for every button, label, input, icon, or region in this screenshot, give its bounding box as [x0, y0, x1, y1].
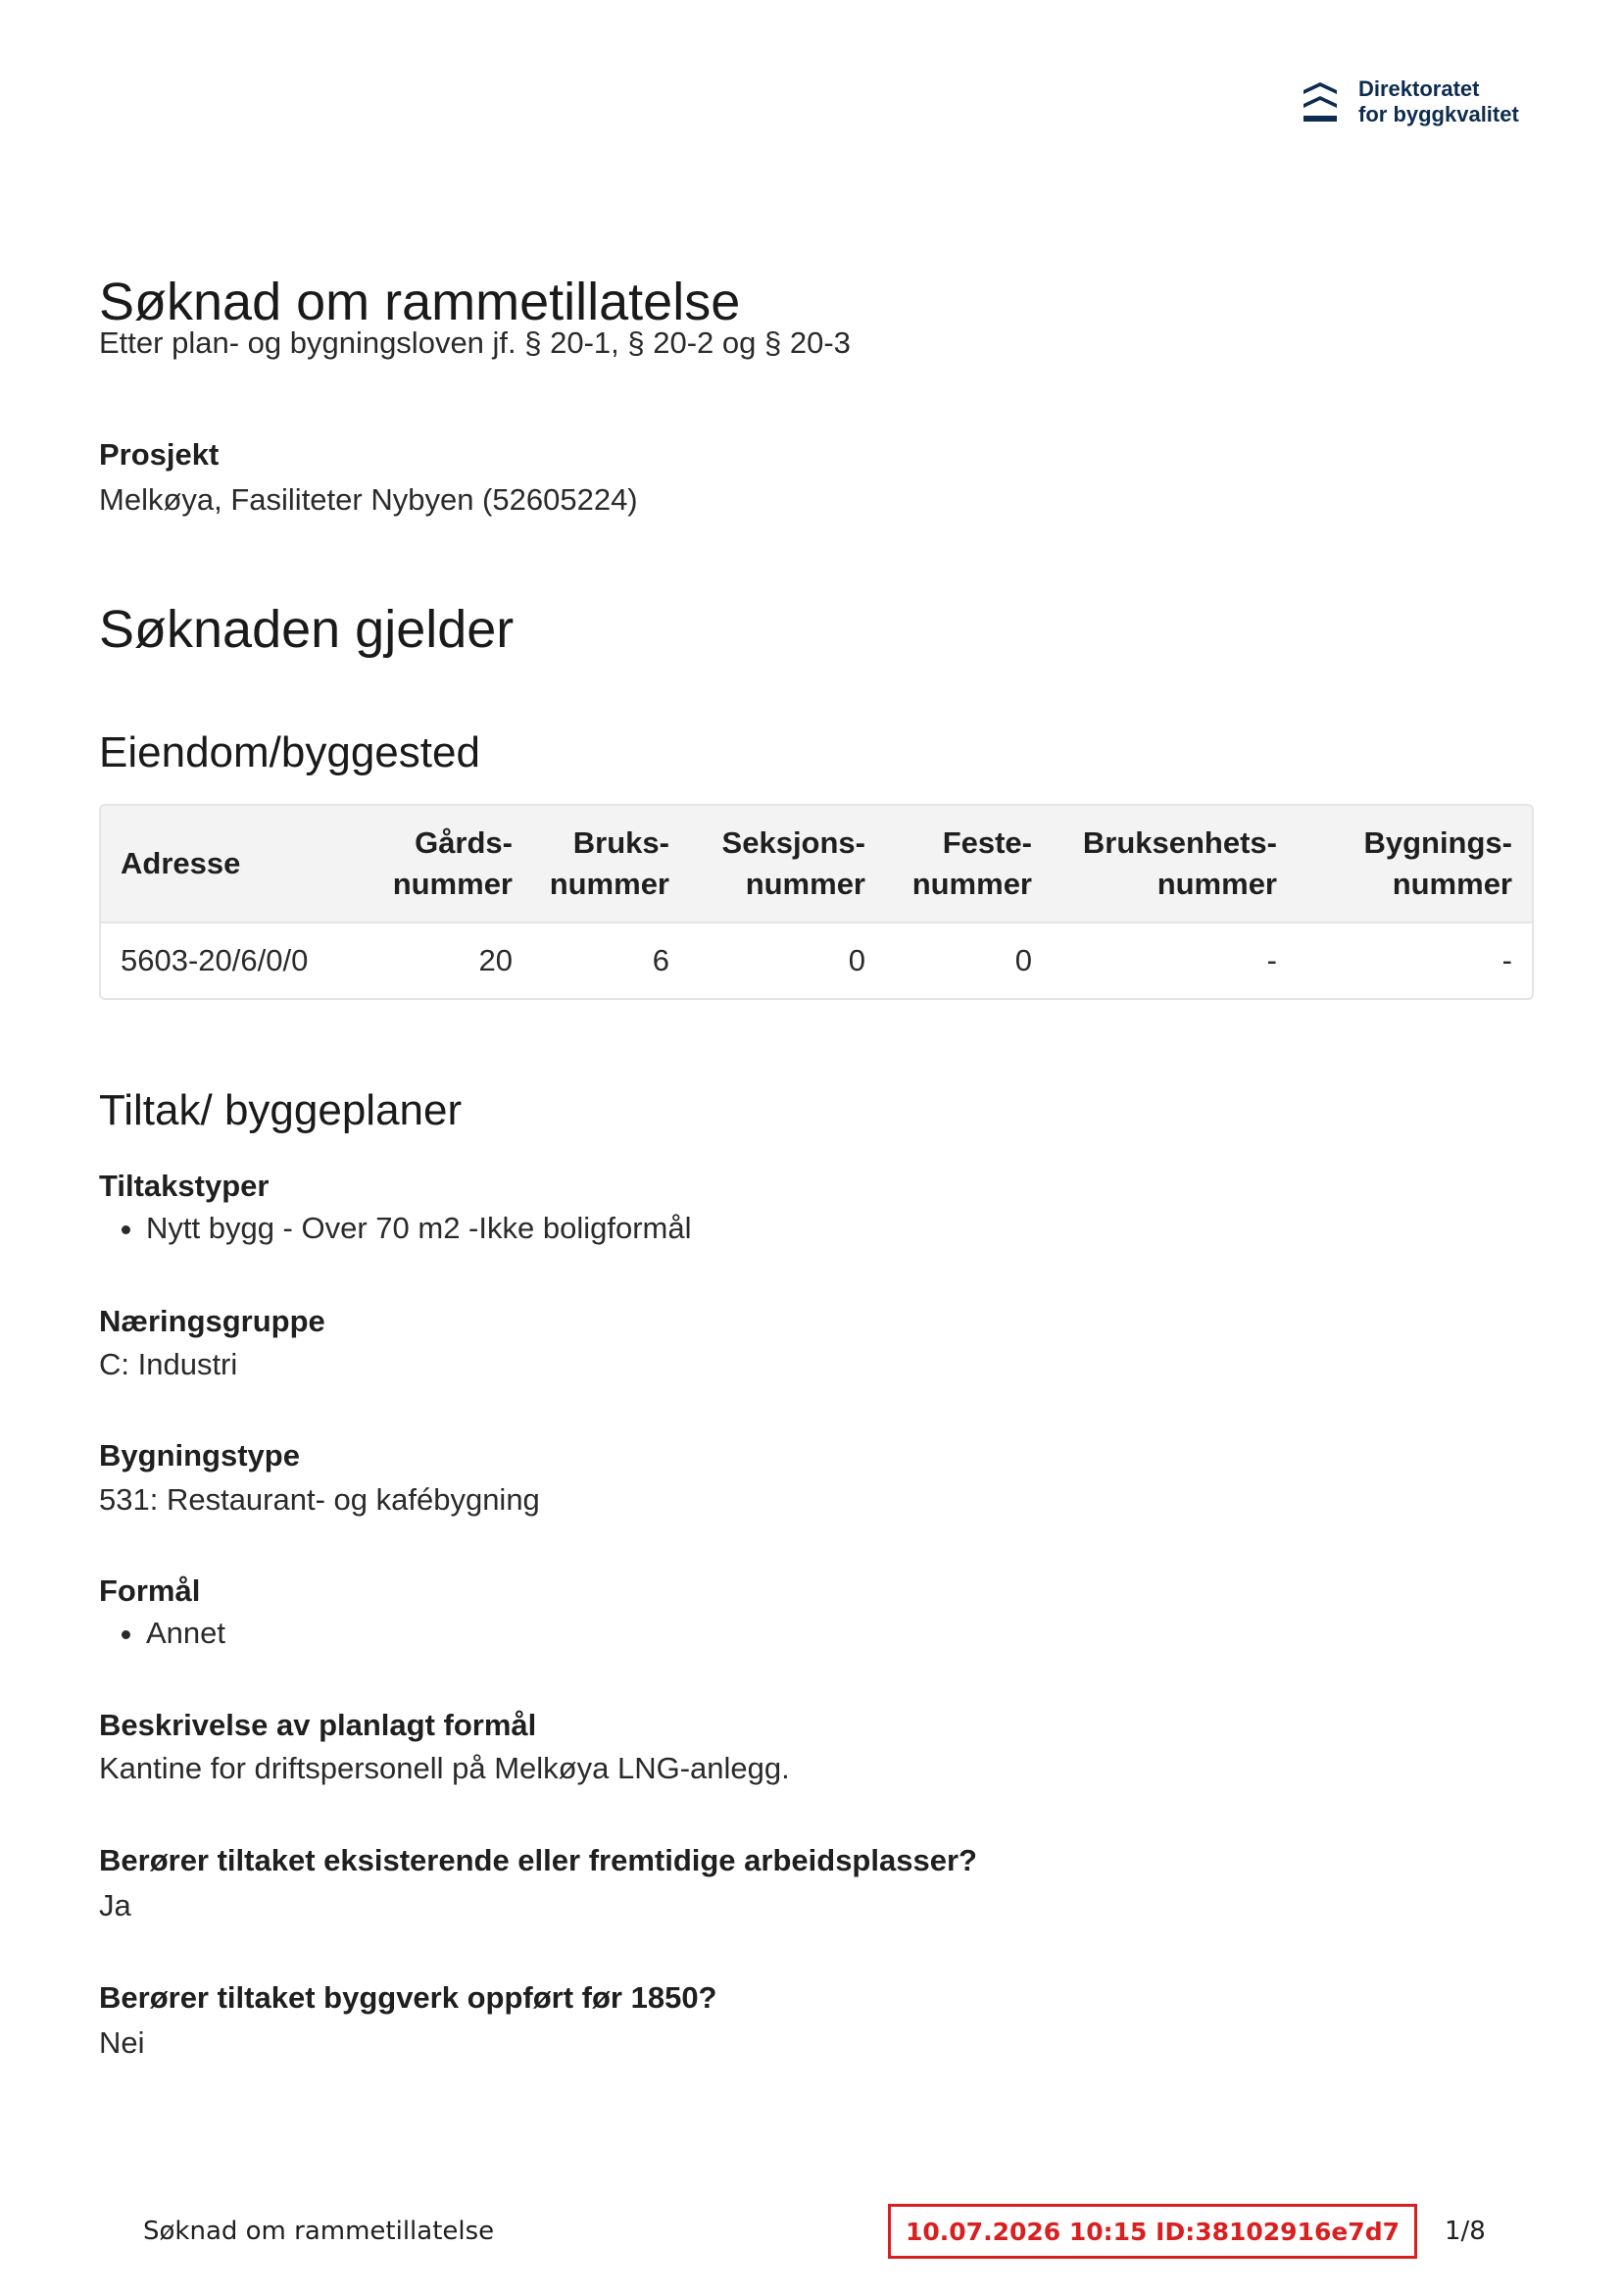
page-number: 1/8 [1445, 2217, 1486, 2246]
table-row [101, 922, 1532, 998]
cell-gardsnummer: 20 [375, 922, 532, 998]
cell-bruksenhetsnummer: - [1052, 922, 1297, 998]
formal-list [99, 1614, 225, 1653]
cell-bygningsnummer: - [1297, 922, 1532, 998]
byggverk1850-value: Nei [99, 2025, 145, 2060]
project-label: Prosjekt [99, 437, 220, 472]
col-bruksnummer: Bruks- nummer [532, 806, 689, 922]
col-seksjonsnummer: Seksjons- nummer [689, 806, 885, 922]
col-adresse: Adresse [101, 806, 375, 922]
section-title: Søknaden gjelder [99, 600, 515, 659]
dibk-logo-icon [1302, 78, 1339, 125]
logo-line-1: Direktoratet [1358, 76, 1480, 101]
tiltakstyper-list [99, 1209, 691, 1248]
property-table [99, 804, 1534, 1000]
list-item: • Annet [146, 1614, 225, 1653]
byggverk1850-label: Berører tiltaket byggverk oppført før 1850? [99, 1980, 717, 2015]
bygningstype-label: Bygningstype [99, 1438, 300, 1472]
col-bruksenhetsnummer: Bruksenhets- nummer [1052, 806, 1297, 922]
stamp-text: 10.07.2026 10:15 ID:38102916e7d7 [906, 2217, 1400, 2246]
tiltakstyper-label: Tiltakstyper [99, 1169, 270, 1203]
document-subtitle: Etter plan- og bygningsloven jf. § 20-1, § 20-2 og § 20-3 [99, 325, 851, 360]
cell-festenummer: 0 [885, 922, 1052, 998]
dibk-logo [1302, 76, 1519, 127]
document-title: Søknad om rammetillatelse [99, 273, 741, 331]
cell-bruksnummer: 6 [532, 922, 689, 998]
tiltak-heading: Tiltak/ byggeplaner [99, 1086, 463, 1134]
arbeidsplasser-label: Berører tiltaket eksisterende eller fremtidige arbeidsplasser? [99, 1843, 977, 1877]
logo-line-2: for byggkvalitet [1358, 102, 1519, 126]
project-value: Melkøya, Fasiliteter Nybyen (52605224) [99, 482, 638, 517]
beskrivelse-value: Kantine for driftspersonell på Melkøya LNG-anlegg. [99, 1751, 790, 1785]
formal-label: Formål [99, 1573, 201, 1608]
property-table-header [101, 806, 1532, 922]
col-bygningsnummer: Bygnings- nummer [1297, 806, 1532, 922]
naeringsgruppe-value: C: Industri [99, 1347, 238, 1381]
property-heading: Eiendom/byggested [99, 728, 480, 776]
cell-seksjonsnummer: 0 [689, 922, 885, 998]
footer-title: Søknad om rammetillatelse [143, 2217, 495, 2246]
logo-text [1358, 76, 1519, 127]
col-gardsnummer: Gårds- nummer [375, 806, 532, 922]
beskrivelse-label: Beskrivelse av planlagt formål [99, 1708, 537, 1742]
list-item: • Nytt bygg - Over 70 m2 -Ikke boligformål [146, 1209, 691, 1248]
timestamp-id-stamp [888, 2204, 1417, 2259]
bygningstype-value: 531: Restaurant- og kafébygning [99, 1482, 540, 1517]
arbeidsplasser-value: Ja [99, 1888, 131, 1922]
cell-adresse: 5603-20/6/0/0 [101, 922, 375, 998]
col-festenummer: Feste- nummer [885, 806, 1052, 922]
naeringsgruppe-label: Næringsgruppe [99, 1304, 325, 1338]
